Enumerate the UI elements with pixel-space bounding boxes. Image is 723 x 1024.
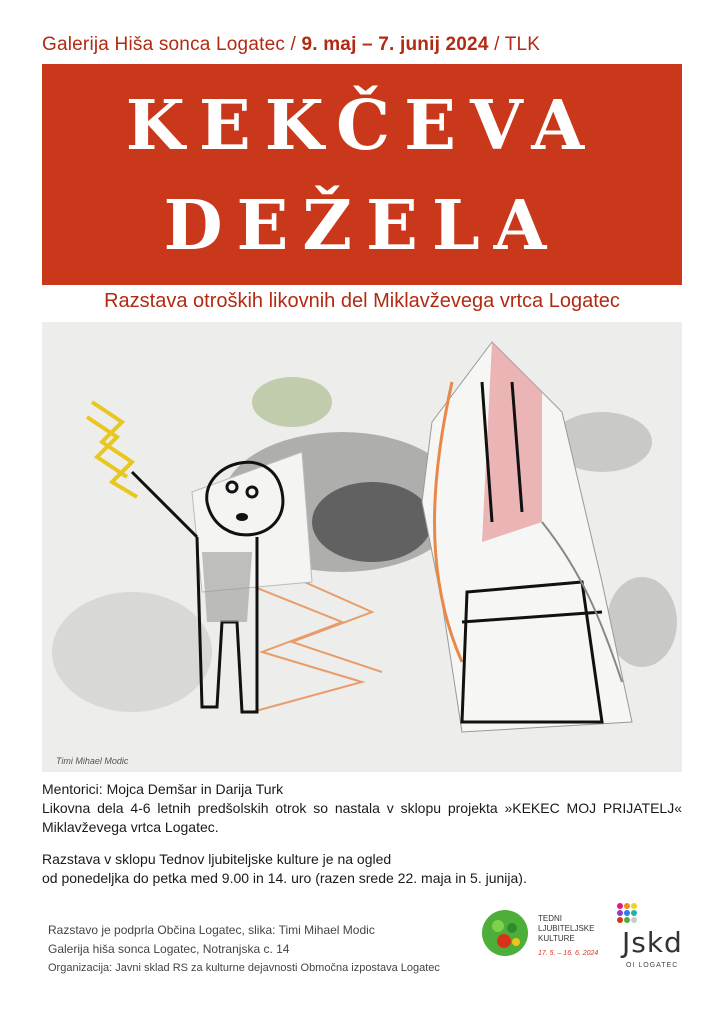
header-line bbox=[42, 34, 692, 58]
tedni-line-3: KULTURE bbox=[538, 934, 575, 943]
footer-line-2: Galerija hiša sonca Logatec, Notranjska c. 14 bbox=[48, 942, 290, 956]
exhibition-info-block bbox=[42, 850, 682, 888]
exhibition-dates: 9. maj – 7. junij 2024 bbox=[301, 34, 489, 55]
title-line-1: KEKČEVA bbox=[125, 86, 599, 166]
childrens-artwork-image bbox=[42, 322, 682, 772]
org-text: / TLK bbox=[494, 34, 541, 55]
tedni-line-1: TEDNI bbox=[538, 914, 562, 923]
title-line-2: DEŽELA bbox=[163, 186, 561, 266]
footer bbox=[48, 921, 478, 978]
tedni-line-2: LJUBITELJSKE bbox=[538, 924, 595, 933]
title-banner bbox=[42, 64, 682, 285]
tedni-text bbox=[538, 914, 594, 944]
subtitle: Razstava otroških likovnih del Miklavževega vrtca Logatec bbox=[104, 290, 620, 312]
description-text: Likovna dela 4-6 letnih predšolskih otrok so nastala v sklopu projekta »KEKEC MOJ PRIJATELJ« Miklavževega vrtca Logatec. bbox=[42, 800, 682, 835]
hours-text: od ponedeljka do petka med 9.00 in 14. uro (razen srede 22. maja in 5. junija). bbox=[42, 870, 527, 886]
exhibition-text: Razstava v sklopu Tednov ljubiteljske kulture je na ogled bbox=[42, 851, 392, 867]
mentors-block bbox=[42, 780, 682, 837]
tedni-emblem-icon bbox=[480, 908, 530, 958]
mentors-text: Mentorici: Mojca Demšar in Darija Turk bbox=[42, 781, 284, 797]
tedni-ljubiteljske-kulture-logo bbox=[480, 908, 608, 964]
tedni-dates: 17. 5. – 16. 6. 2024 bbox=[538, 950, 599, 957]
jskd-subtitle: OI LOGATEC bbox=[626, 962, 679, 969]
jskd-logo bbox=[612, 898, 692, 974]
footer-line-1: Razstavo je podprla Občina Logatec, slika: Timi Mihael Modic bbox=[48, 923, 375, 937]
footer-line-3: Organizacija: Javni sklad RS za kulturne dejavnosti Območna izpostava Logatec bbox=[48, 962, 440, 974]
artwork-drawing bbox=[42, 322, 682, 772]
jskd-wordmark: Jskd bbox=[622, 926, 683, 959]
photo-credit: Timi Mihael Modic bbox=[56, 756, 129, 766]
venue-text: Galerija Hiša sonca Logatec / bbox=[42, 34, 296, 55]
